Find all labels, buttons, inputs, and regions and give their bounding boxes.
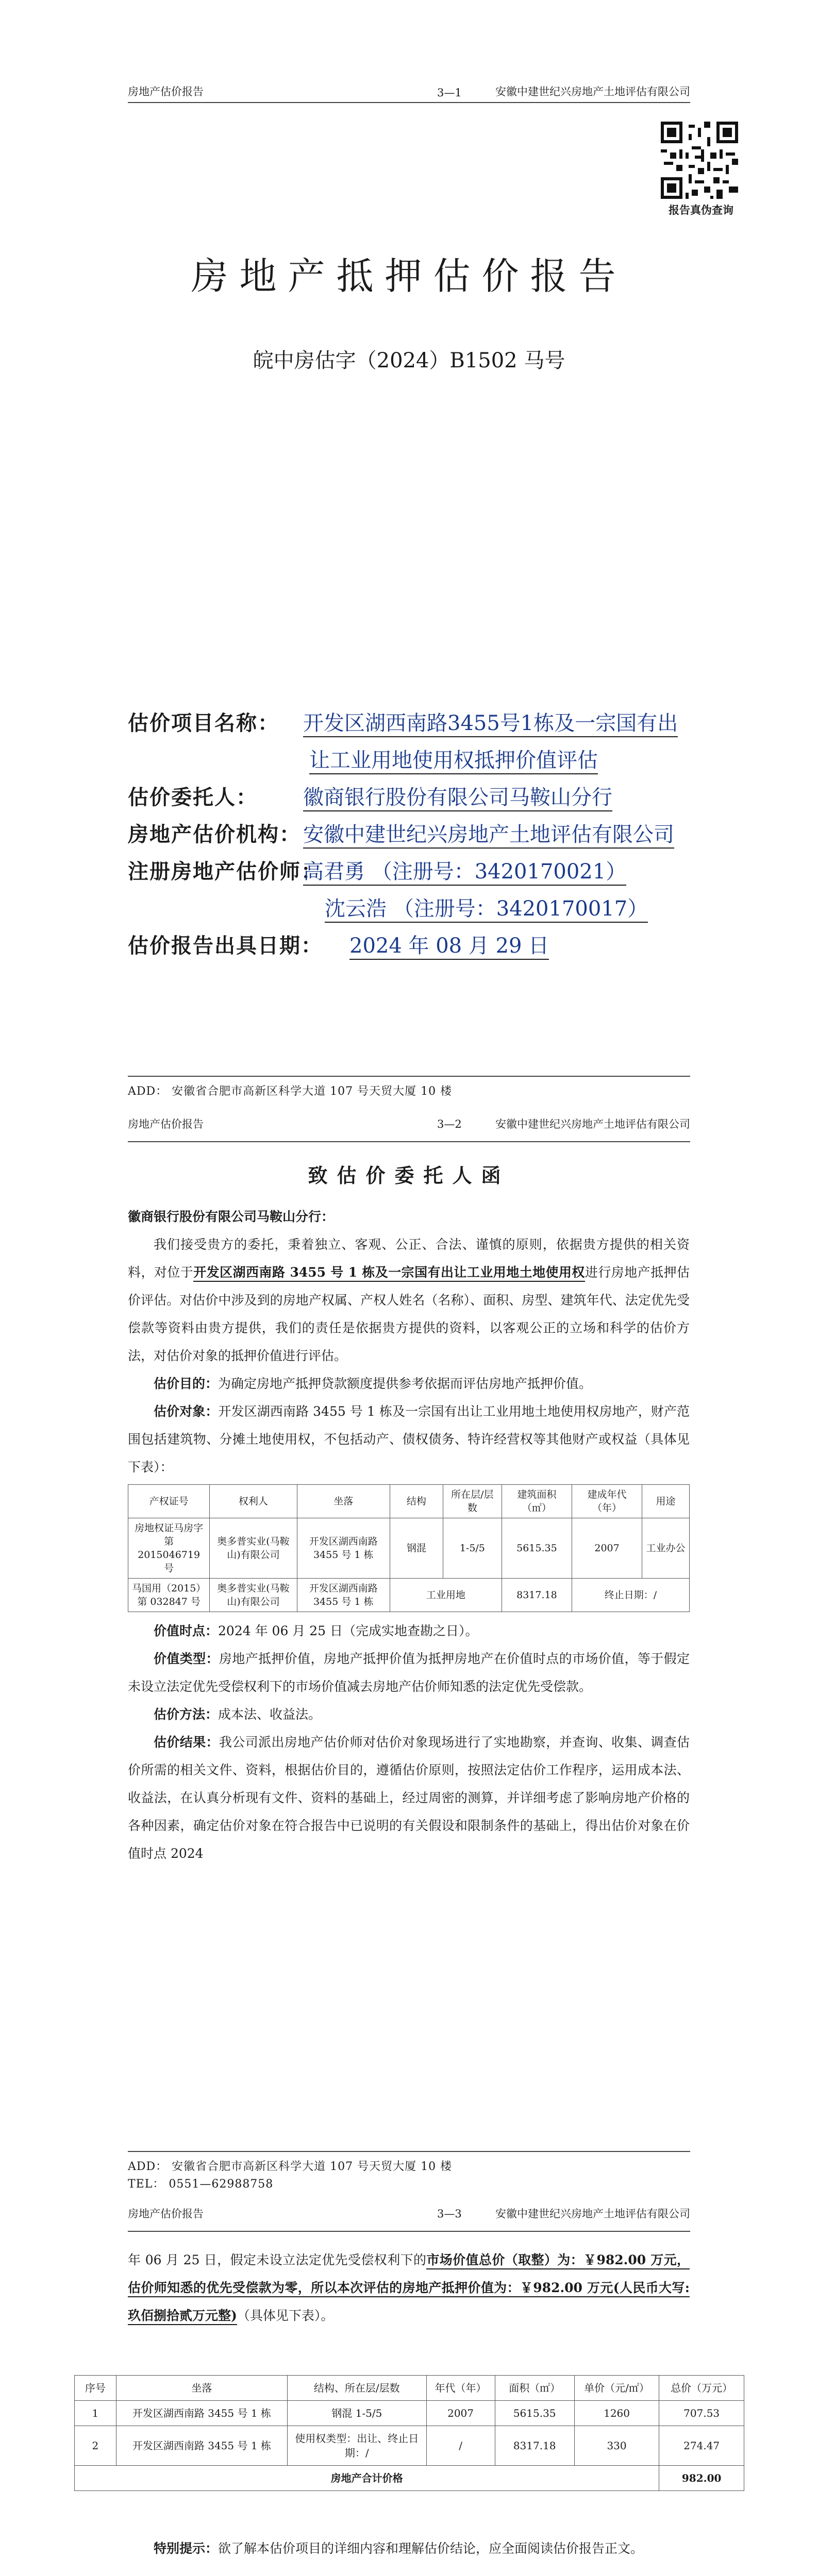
table-row [75, 2401, 744, 2426]
table-header-row [128, 1485, 690, 1518]
info-value: 让工业用地使用权抵押价值评估 [309, 749, 598, 774]
info-row-agency [128, 816, 695, 853]
header-left: 房地产估价报告 [128, 1118, 204, 1130]
table-cell: 钢混 1-5/5 [288, 2401, 426, 2426]
total-value: 982.00 [659, 2466, 744, 2491]
table-cell: 1-5/5 [443, 1518, 502, 1579]
footer-address: ADD： 安徽省合肥市高新区科学大道 107 号天贸大厦 10 楼 [128, 1085, 453, 1098]
qr-caption: 报告真伪查询 [669, 204, 733, 216]
table-cell: 2007 [426, 2401, 495, 2426]
info-label: 房地产估价机构： [128, 822, 301, 846]
letter-page-2 [0, 2200, 818, 2576]
table-cell: 274.47 [659, 2426, 744, 2466]
result-text: （具体见下表）。 [237, 2308, 334, 2323]
property-table [128, 1484, 690, 1612]
table-cell: 奥多普实业(马鞍山)有限公司 [210, 1579, 297, 1612]
header-left: 房地产估价报告 [128, 2208, 204, 2220]
qr-code-icon[interactable] [661, 122, 738, 199]
report-title: 房地产抵押估价报告 [191, 255, 627, 298]
table-cell: 钢混 [390, 1518, 443, 1579]
intro-text: 进行房地产抵押估价评估。对估价中涉及到的房地产权属、产权人姓名（名称）、面积、房型、建筑年代、法定优先受偿款等资料由贵方提供，我们的责任是依据贵方提供的资料，以客观公正的立场和科学的估价方法，对估价对象的抵押价值进行评估。 [128, 1265, 690, 1363]
info-value: 徽商银行股份有限公司马鞍山分行 [303, 786, 612, 811]
info-value: 沈云浩 （注册号：3420170017） [325, 897, 648, 923]
table-cell: 工业办公 [642, 1518, 690, 1579]
table-cell: 1 [75, 2401, 116, 2426]
info-row-appraiser-2 [128, 890, 695, 927]
letter-object [128, 1398, 690, 1481]
table-cell: 2007 [572, 1518, 642, 1579]
page-number: 3—1 [437, 87, 462, 99]
purpose-label: 估价目的： [154, 1376, 219, 1391]
table-cell: 终止日期：/ [572, 1579, 689, 1612]
table-cell: 房地权证马房字第 2015046719 号 [128, 1518, 210, 1579]
table-header: 结构、所在层/层数 [288, 2376, 426, 2401]
info-value: 2024 年 08 月 29 日 [349, 934, 549, 960]
header-right: 安徽中建世纪兴房地产土地评估有限公司 [495, 2208, 690, 2220]
method-label: 估价方法： [154, 1707, 219, 1722]
header-left: 房地产估价报告 [128, 86, 204, 98]
letter-intro [128, 1231, 690, 1370]
letter-result [128, 1728, 690, 1868]
info-label: 估价项目名称： [128, 711, 279, 735]
info-value: 高君勇 （注册号：3420170021） [303, 860, 626, 886]
note-text: 欲了解本估价项目的详细内容和理解估价结论，应全面阅读估价报告正文。 [218, 2541, 644, 2556]
table-cell: 工业用地 [390, 1579, 502, 1612]
table-header: 用途 [642, 1485, 690, 1518]
note-paragraph [128, 2535, 690, 2563]
letter-page-1 [0, 1100, 818, 2200]
result-text: 年 06 月 25 日，假定未设立法定优先受偿权利下的 [128, 2252, 427, 2267]
table-header: 结构 [390, 1485, 443, 1518]
info-row-project [128, 705, 695, 742]
table-row [75, 2426, 744, 2466]
table-cell: 奥多普实业(马鞍山)有限公司 [210, 1518, 297, 1579]
table-cell: 开发区湖西南路 3455 号 1 栋 [116, 2426, 287, 2466]
value-type-label: 价值类型： [154, 1651, 219, 1666]
info-label: 注册房地产估价师： [128, 859, 323, 884]
table-header: 面积（㎡） [495, 2376, 574, 2401]
page-number: 3—3 [437, 2208, 462, 2220]
result-continued [128, 2246, 690, 2330]
table-header: 年代（年） [426, 2376, 495, 2401]
table-cell: 马国用（2015）第 032847 号 [128, 1579, 210, 1612]
info-row-appraiser-1 [128, 853, 695, 890]
info-row-client [128, 779, 695, 816]
letter-addressee: 徽商银行股份有限公司马鞍山分行： [128, 1209, 335, 1224]
info-row-date [128, 927, 695, 964]
letter-purpose [128, 1370, 690, 1398]
report-info-block [128, 705, 695, 964]
table-cell: 开发区湖西南路 3455 号 1 栋 [116, 2401, 287, 2426]
table-cell: 707.53 [659, 2401, 744, 2426]
letter-date [128, 1617, 690, 1645]
table-header: 坐落 [297, 1485, 390, 1518]
letter-method [128, 1701, 690, 1728]
header-right: 安徽中建世纪兴房地产土地评估有限公司 [495, 1118, 690, 1130]
table-header: 序号 [75, 2376, 116, 2401]
valuation-table [74, 2375, 744, 2491]
table-header-row [75, 2376, 744, 2401]
table-cell: 开发区湖西南路 3455 号 1 栋 [297, 1579, 390, 1612]
value-type-text: 房地产抵押价值，房地产抵押价值为抵押房地产在价值时点的市场价值，等于假定未设立法定优先受偿权利下的市场价值减去房地产估价师知悉的法定优先受偿款。 [128, 1651, 690, 1694]
header-right: 安徽中建世纪兴房地产土地评估有限公司 [495, 86, 690, 98]
table-row [128, 1579, 690, 1612]
info-value: 安徽中建世纪兴房地产土地评估有限公司 [303, 823, 674, 849]
table-cell: 8317.18 [495, 2426, 574, 2466]
footer-tel: TEL： 0551—62988758 [128, 2178, 274, 2191]
table-cell: 使用权类型：出让、终止日期：/ [288, 2426, 426, 2466]
intro-text: 我们接受贵方的委托，秉着独立、客观、公正、合法、谨慎的原则，依据贵方提供的相关资料，对位于 [128, 1237, 690, 1280]
table-cell: 5615.35 [495, 2401, 574, 2426]
info-label: 估价委托人： [128, 785, 258, 809]
info-label: 估价报告出具日期： [128, 934, 323, 958]
table-header: 建成年代（年） [572, 1485, 642, 1518]
table-cell: 330 [574, 2426, 659, 2466]
note-label: 特别提示： [154, 2541, 219, 2556]
page-number: 3—2 [437, 1118, 462, 1130]
table-header: 产权证号 [128, 1485, 210, 1518]
page-header [128, 2210, 690, 2232]
table-cell: 1260 [574, 2401, 659, 2426]
page-header [128, 81, 690, 103]
date-text: 2024 年 06 月 25 日（完成实地查勘之日）。 [218, 1623, 478, 1638]
intro-subject: 开发区湖西南路 3455 号 1 栋及一宗国有出让工业用地土地使用权 [193, 1265, 585, 1282]
info-value: 开发区湖西南路3455号1栋及一宗国有出 [303, 711, 678, 737]
table-cell: / [426, 2426, 495, 2466]
table-header: 所在层/层数 [443, 1485, 502, 1518]
letter-value-type [128, 1645, 690, 1701]
table-header: 总价（万元） [659, 2376, 744, 2401]
result-text: 我公司派出房地产估价师对估价对象现场进行了实地勘察，并查询、收集、调查估价所需的相关文件、资料，根据估价目的，遵循估价原则，按照法定估价工作程序，运用成本法、收益法，在认真分析现有文件、资料的基础上，经过周密的测算，并详细考虑了影响房地产价格的各种因素，确定估价对象在符合报告中已说明的有关假设和限制条件的基础上，得出估价对象在价值时点 2024 [128, 1735, 690, 1861]
table-cell: 2 [75, 2426, 116, 2466]
total-label: 房地产合计价格 [75, 2466, 659, 2491]
table-cell: 开发区湖西南路 3455 号 1 栋 [297, 1518, 390, 1579]
page-footer [128, 2151, 690, 2193]
letter-body [128, 1203, 690, 1868]
result-value: 市场价值总价（取整）为：￥982.00 万元，估价师知悉的优先受偿款为零，所以本次评估的房地产抵押价值为：￥982.00 万元(人民币大写:玖佰捌拾贰万元整) [128, 2252, 690, 2325]
table-header: 建筑面积（㎡） [502, 1485, 572, 1518]
purpose-text: 为确定房地产抵押贷款额度提供参考依据而评估房地产抵押价值。 [218, 1376, 592, 1391]
object-label: 估价对象： [154, 1404, 219, 1419]
special-note [128, 2535, 690, 2563]
table-cell: 5615.35 [502, 1518, 572, 1579]
letter-continued [128, 2246, 690, 2330]
page-header [128, 1118, 690, 1142]
table-header: 权利人 [210, 1485, 297, 1518]
table-header: 单价（元/㎡） [574, 2376, 659, 2401]
letter-title: 致估价委托人函 [308, 1164, 510, 1187]
info-row-project-cont [128, 742, 695, 779]
table-row [128, 1518, 690, 1579]
object-text: 开发区湖西南路 3455 号 1 栋及一宗国有出让工业用地土地使用权房地产，财产范围包括建筑物、分摊土地使用权，不包括动产、债权债务、特许经营权等其他财产或权益（具体见下表）： [128, 1404, 690, 1475]
method-text: 成本法、收益法。 [218, 1707, 322, 1722]
table-cell: 8317.18 [502, 1579, 572, 1612]
date-label: 价值时点： [154, 1623, 219, 1638]
table-total-row [75, 2466, 744, 2491]
report-number: 皖中房估字（2024）B1502 马号 [253, 349, 565, 372]
table-header: 坐落 [116, 2376, 287, 2401]
result-label: 估价结果： [154, 1735, 219, 1750]
footer-address: ADD： 安徽省合肥市高新区科学大道 107 号天贸大厦 10 楼 [128, 2160, 453, 2173]
cover-page [0, 0, 818, 1100]
